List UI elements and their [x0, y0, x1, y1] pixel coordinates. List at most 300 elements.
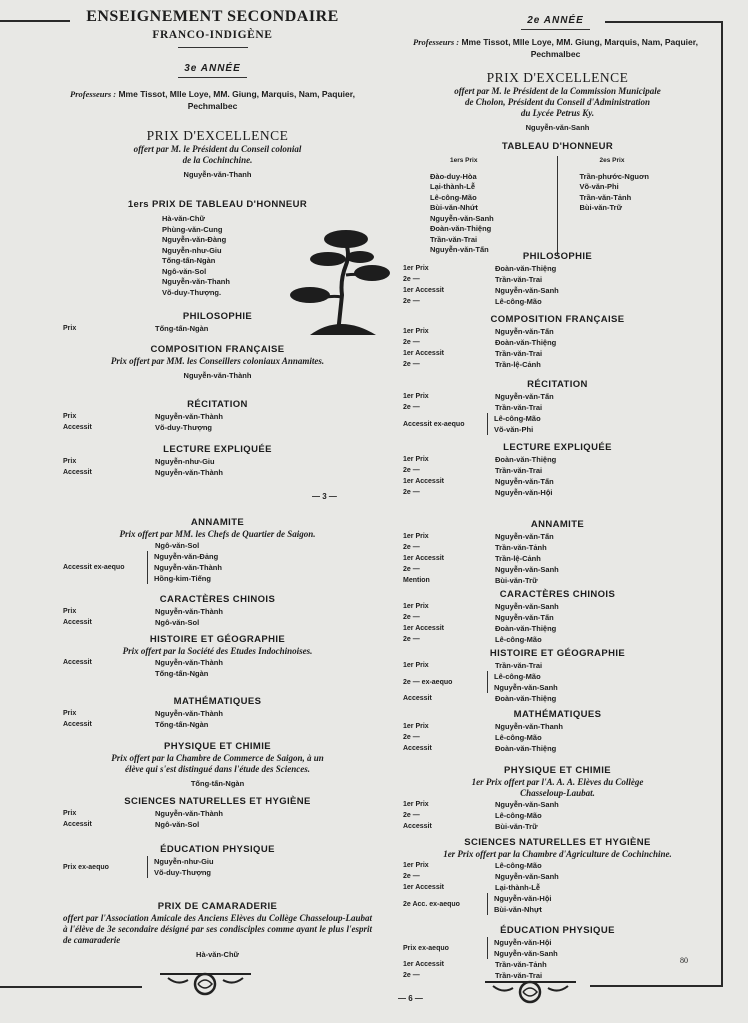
honor-column: [395, 156, 558, 256]
award-names: [495, 693, 556, 704]
student-name: Trần-văn-Trai: [430, 234, 478, 244]
award-row: [395, 671, 720, 693]
student-name: Bùi-văn-Trữ: [579, 203, 623, 212]
student-name: Ngô-văn-Sol: [155, 541, 200, 550]
winner-name: Nguyễn-văn-Sanh: [525, 123, 590, 132]
page-number: — 6 —: [398, 994, 423, 1003]
award-row: [395, 743, 720, 754]
offer-text: Chasseloup-Laubat.: [520, 788, 595, 798]
award-label: Accessit: [63, 721, 92, 728]
section-title: PHYSIQUE ET CHIMIE: [504, 765, 611, 776]
student-name: Trần-văn-Trai: [495, 466, 543, 475]
ornament: [483, 978, 578, 1006]
award-row: [395, 531, 720, 542]
section-title: ÉDUCATION PHYSIQUE: [160, 844, 275, 855]
section-title: CARACTÈRES CHINOIS: [499, 589, 616, 600]
winner-name: Nguyễn-văn-Thanh: [183, 170, 252, 179]
student-name: Trần-văn-Tảnh: [495, 543, 547, 552]
award-label: 1er Accessit: [403, 555, 444, 562]
winner-name: Nguyễn-văn-Thành: [183, 371, 252, 380]
offer-text: 1er Prix offert par la Chambre d'Agriculture de Cochinchine.: [443, 849, 672, 859]
award-row: [55, 551, 380, 584]
student-name: Võ-duy-Thượng: [155, 423, 213, 432]
section-title: PHILOSOPHIE: [522, 251, 593, 262]
section-title: COMPOSITION FRANÇAISE: [490, 314, 625, 325]
award-names: [155, 719, 208, 730]
award-label: Accessit: [403, 823, 432, 830]
section-title: HISTOIRE ET GÉOGRAPHIE: [489, 648, 626, 659]
award-names: [495, 326, 554, 337]
award-label: 2e Acc. ex-aequo: [403, 900, 460, 908]
offer-text: offert par M. le Président du Conseil colonial: [133, 144, 302, 154]
award-names: [495, 860, 542, 871]
award-label: 1er Accessit: [403, 350, 444, 357]
offer-text: Prix offert par la Chambre de Commerce de Saigon, à un: [111, 753, 324, 763]
award-row: [395, 660, 720, 671]
award-names: [155, 668, 208, 679]
award-row: [395, 612, 720, 623]
award-label: 1er Prix: [403, 662, 429, 669]
award-row: [395, 799, 720, 810]
award-row: [395, 871, 720, 882]
award-row: [395, 732, 720, 743]
award-label: 2e —: [403, 614, 420, 621]
award-section: [55, 128, 380, 181]
award-names: [495, 296, 542, 307]
winner-name: Hà-văn-Chữ: [196, 950, 239, 959]
offer-text: Prix offert par la Société des Etudes Indochinoises.: [122, 646, 313, 656]
student-name: Đoàn-văn-Thiệng: [495, 338, 557, 347]
award-label: 2e —: [403, 489, 420, 496]
page-number: — 3 —: [312, 492, 337, 501]
award-label: 2e —: [403, 972, 420, 979]
award-label: Accessit: [63, 821, 92, 828]
student-name: Hà-văn-Chữ: [162, 214, 205, 223]
student-name: Lê-công-Mão: [494, 672, 541, 681]
student-name: Lê-công-Mão: [495, 733, 542, 742]
student-name: Võ-duy-Thượng: [154, 868, 212, 877]
award-row: [55, 657, 380, 668]
award-row: [395, 465, 720, 476]
section-title: PRIX DE CAMARADERIE: [157, 901, 278, 912]
award-label: 2e —: [403, 467, 420, 474]
award-names: [495, 348, 542, 359]
award-names: [495, 531, 554, 542]
section-title: ÉDUCATION PHYSIQUE: [500, 925, 615, 936]
student-name: Nguyễn-văn-Tấn: [495, 532, 554, 541]
offer-text: élève qui s'est distingué dans l'étude des Sciences.: [125, 764, 310, 774]
award-names: [487, 937, 558, 959]
award-row: [395, 476, 720, 487]
award-label: 1er Accessit: [403, 884, 444, 891]
section-title: MATHÉMATIQUES: [173, 696, 262, 707]
award-names: [155, 708, 223, 719]
section-title: LECTURE EXPLIQUÉE: [163, 444, 272, 455]
award-names: [495, 660, 542, 671]
award-section: [395, 764, 720, 832]
award-label: 1er Prix: [403, 328, 429, 335]
award-label: Accessit: [63, 424, 92, 431]
student-name: Lê-công-Mão: [494, 414, 541, 423]
award-label: 1er Prix: [403, 862, 429, 869]
student-name: Lê-công-Mão: [495, 297, 542, 306]
award-row: [395, 937, 720, 959]
award-label: 1er Prix: [403, 265, 429, 272]
award-label: Accessit: [63, 469, 92, 476]
award-section: [395, 647, 720, 704]
award-row: [395, 821, 720, 832]
award-label: 2e —: [403, 298, 420, 305]
award-row: [395, 564, 720, 575]
award-section: [395, 140, 720, 256]
award-label: 1er Accessit: [403, 287, 444, 294]
award-label: Accessit ex-aequo: [403, 420, 465, 428]
student-name: Lê-công-Mão: [495, 811, 542, 820]
section-title: 1ers PRIX DE TABLEAU D'HONNEUR: [127, 199, 308, 210]
award-label: 1er Accessit: [403, 625, 444, 632]
student-name: Nguyễn-văn-Sanh: [495, 872, 559, 881]
professors-label: Professeurs :: [70, 89, 117, 99]
award-row: [55, 617, 380, 628]
award-names: [495, 959, 547, 970]
award-row: [395, 326, 720, 337]
award-names: [495, 732, 542, 743]
award-section: [55, 740, 380, 790]
award-label: Accessit: [403, 695, 432, 702]
student-name: Lê-công-Mão: [495, 635, 542, 644]
award-label: Accessit: [63, 619, 92, 626]
award-names: [487, 671, 558, 693]
student-name: Đoàn-văn-Thiệng: [430, 224, 492, 233]
award-row: [55, 808, 380, 819]
bottom-left-rule: [0, 986, 142, 988]
award-names: [495, 882, 540, 893]
section-title: HISTOIRE ET GÉOGRAPHIE: [149, 634, 286, 645]
student-name: Trần-văn-Tảnh: [495, 960, 547, 969]
award-label: 1er Prix: [403, 456, 429, 463]
award-label: Prix: [63, 325, 77, 332]
award-names: [495, 285, 559, 296]
student-name: Nguyễn-văn-Thành: [155, 709, 223, 718]
award-names: [487, 893, 552, 915]
offer-text: offert par M. le Président de la Commission Municipale: [454, 86, 661, 96]
award-label: Prix ex-aequo: [63, 863, 109, 871]
award-section: [395, 588, 720, 645]
award-row: [395, 391, 720, 402]
award-row: [395, 959, 720, 970]
award-row: [395, 860, 720, 871]
award-row: [395, 882, 720, 893]
award-section: [395, 441, 720, 498]
award-names: [155, 456, 215, 467]
student-name: Trần-văn-Trai: [495, 275, 543, 284]
award-row: [395, 413, 720, 435]
award-label: 2e —: [403, 404, 420, 411]
award-label: 2e — ex-aequo: [403, 678, 453, 686]
award-section: [55, 795, 380, 830]
award-names: [155, 467, 223, 478]
award-label: Prix: [63, 608, 77, 615]
award-row: [395, 575, 720, 586]
section-title: RÉCITATION: [527, 379, 588, 390]
award-names: [147, 551, 222, 584]
student-name: Nguyễn-văn-Thanh: [162, 277, 230, 286]
award-label: 2e —: [403, 544, 420, 551]
student-name: Đào-duy-Hòa: [430, 171, 477, 181]
honor-table: [395, 156, 720, 256]
student-name: Ngô-văn-Sol: [155, 820, 200, 829]
award-label: 2e —: [403, 873, 420, 880]
student-name: Nguyễn-văn-Thành: [155, 607, 223, 616]
award-names: [495, 274, 542, 285]
award-section: [395, 70, 720, 134]
award-names: [495, 476, 554, 487]
award-label: 1er Prix: [403, 801, 429, 808]
student-name: Nguyễn-văn-Tấn: [430, 245, 489, 254]
right-frame-rule: [721, 21, 723, 987]
student-name: Nguyễn-văn-Tấn: [495, 392, 554, 401]
award-names: [495, 542, 547, 553]
award-names: [155, 617, 199, 628]
award-label: 1er Accessit: [403, 961, 444, 968]
student-name: Tống-tấn-Ngàn: [155, 669, 209, 678]
student-name: Bùi-văn-Nhựt: [494, 905, 542, 914]
student-name: Trần-lệ-Cảnh: [495, 360, 541, 369]
professors: [393, 36, 718, 60]
student-name: Nguyễn-văn-Thành: [154, 563, 222, 572]
student-name: Nguyễn-văn-Sanh: [494, 683, 558, 692]
award-row: [395, 337, 720, 348]
student-name: Tống-tấn-Ngàn: [155, 720, 209, 729]
award-label: Prix ex-aequo: [403, 944, 449, 952]
award-label: Prix: [63, 413, 77, 420]
student-name: Trần-văn-Trai: [495, 661, 543, 670]
student-name: Lê-công-Mão: [430, 192, 477, 202]
award-names: [155, 819, 199, 830]
student-name: Đoàn-văn-Thiệng: [495, 264, 557, 273]
student-name: Trần-lệ-Cảnh: [495, 554, 541, 563]
award-row: [55, 856, 380, 878]
folio-number: 80: [680, 956, 688, 965]
award-row: [55, 708, 380, 719]
section-title: LECTURE EXPLIQUÉE: [503, 442, 612, 453]
award-names: [155, 657, 223, 668]
student-name: Nguyễn-văn-Đảng: [154, 552, 219, 561]
section-title: SCIENCES NATURELLES ET HYGIÈNE: [124, 796, 311, 807]
professors-text: Mme Tissot, Mlle Loye, MM. Giung, Marquis, Nam, Paquier, Pechmalbec: [461, 37, 698, 59]
student-name: Nguyễn-văn-Tấn: [495, 327, 554, 336]
award-row: [55, 411, 380, 422]
year-heading: 3e ANNÉE: [178, 63, 247, 78]
offer-text: 1er Prix offert par l'A. A. A. Elèves du Collège: [471, 777, 644, 787]
award-row: [395, 359, 720, 370]
award-label: Accessit: [403, 745, 432, 752]
award-label: 2e —: [403, 734, 420, 741]
offer-text: Prix offert par MM. les Chefs de Quartier de Saigon.: [119, 529, 316, 539]
student-name: Võ-văn-Phi: [579, 182, 619, 191]
award-row: [395, 601, 720, 612]
award-names: [495, 465, 542, 476]
section-title: COMPOSITION FRANÇAISE: [150, 344, 285, 355]
award-row: [395, 487, 720, 498]
award-label: Prix: [63, 710, 77, 717]
professors-label: Professeurs :: [413, 37, 460, 47]
award-row: [55, 467, 380, 478]
award-label: 2e —: [403, 276, 420, 283]
right-header: [393, 10, 718, 60]
award-section: [55, 843, 380, 878]
student-name: Trần-văn-Trai: [495, 971, 543, 980]
page-subtitle: FRANCO-INDIGÈNE: [152, 29, 273, 41]
award-section: [395, 250, 720, 307]
section-title: SCIENCES NATURELLES ET HYGIÈNE: [464, 837, 651, 848]
student-name: Nguyễn-văn-Tấn: [495, 477, 554, 486]
bottom-right-rule: [590, 985, 723, 987]
award-names: [147, 856, 214, 878]
offer-text: de Cholon, Président du Conseil d'Administration: [464, 97, 651, 107]
student-name: Nguyễn-văn-Thành: [155, 412, 223, 421]
award-row: [395, 296, 720, 307]
award-row: [395, 693, 720, 704]
award-row: [395, 274, 720, 285]
award-section: [55, 633, 380, 679]
student-name: Bùi-văn-Nhứt: [430, 203, 478, 212]
award-section: [395, 708, 720, 754]
award-names: [155, 808, 223, 819]
section-title: TABLEAU D'HONNEUR: [501, 141, 614, 152]
award-names: [487, 413, 541, 435]
award-section: [55, 343, 380, 382]
award-section: [55, 593, 380, 628]
award-names: [495, 359, 541, 370]
page-title: ENSEIGNEMENT SECONDAIRE: [86, 8, 339, 25]
section-title: ANNAMITE: [530, 519, 585, 530]
student-name: Lại-thành-Lễ: [495, 883, 540, 892]
student-name: Nguyễn-văn-Sanh: [430, 213, 494, 223]
award-names: [155, 422, 212, 433]
award-names: [495, 871, 559, 882]
year-heading: 2e ANNÉE: [521, 15, 590, 30]
award-row: [395, 553, 720, 564]
award-label: 2e —: [403, 636, 420, 643]
award-label: Prix: [63, 458, 77, 465]
award-names: [155, 411, 223, 422]
student-name: Lại-thành-Lễ: [430, 182, 475, 191]
offer-text: de la Cochinchine.: [182, 155, 253, 165]
student-name: Tống-tấn-Ngàn: [155, 324, 209, 333]
student-name: Nguyễn-văn-Sanh: [495, 602, 559, 611]
professors: [50, 88, 375, 112]
student-name: Võ-văn-Phi: [494, 425, 534, 434]
student-name: Ngô-văn-Sol: [155, 618, 200, 627]
student-name: Trần-phước-Nguơn: [579, 171, 649, 181]
student-name: Đoàn-văn-Thiệng: [495, 624, 557, 633]
student-name: Bùi-văn-Trữ: [495, 822, 538, 831]
student-name: Ngô-văn-Sol: [162, 266, 207, 276]
student-name: Lê-công-Mão: [495, 861, 542, 870]
award-names: [495, 553, 541, 564]
student-name: Nguyễn-như-Giu: [162, 245, 222, 255]
award-label: 1er Prix: [403, 603, 429, 610]
student-name: Nguyễn-văn-Hội: [494, 938, 552, 947]
award-section: [395, 518, 720, 586]
award-row: [395, 721, 720, 732]
award-section: [55, 900, 380, 961]
student-name: Nguyễn-văn-Sanh: [495, 286, 559, 295]
award-names: [155, 323, 208, 334]
award-names: [495, 564, 559, 575]
award-names: [495, 634, 542, 645]
award-names: [495, 454, 556, 465]
student-name: Nguyễn-văn-Đàng: [162, 235, 227, 244]
award-row: [395, 542, 720, 553]
student-name: Tống-tấn-Ngàn: [162, 256, 216, 265]
bonsai-tree-illustration: [288, 225, 393, 337]
award-row: [395, 263, 720, 274]
award-names: [495, 810, 542, 821]
offer-text: du Lycée Petrus Ky.: [520, 108, 595, 118]
section-title: RÉCITATION: [187, 399, 248, 410]
award-row: [55, 668, 380, 679]
student-name: Phùng-văn-Cung: [162, 224, 223, 234]
award-names: [495, 623, 556, 634]
offer-text: Prix offert par MM. les Conseillers coloniaux Annamites.: [110, 356, 325, 366]
section-title: PRIX D'EXCELLENCE: [486, 70, 629, 85]
section-title: ANNAMITE: [190, 517, 245, 528]
award-label: 2e —: [403, 566, 420, 573]
award-section: [55, 516, 380, 584]
award-section: [55, 695, 380, 730]
student-name: Nguyễn-văn-Hội: [494, 894, 552, 903]
award-names: [495, 402, 542, 413]
award-names: [495, 487, 553, 498]
award-label: Accessit ex-aequo: [63, 564, 125, 571]
student-name: Trần-văn-Trai: [495, 349, 543, 358]
student-name: Đoàn-văn-Thiệng: [495, 744, 557, 753]
award-row: [395, 623, 720, 634]
student-name: Nguyễn-như-Giu: [155, 457, 215, 466]
award-label: 2e —: [403, 812, 420, 819]
award-row: [395, 454, 720, 465]
award-row: [395, 810, 720, 821]
award-label: 2e —: [403, 361, 420, 368]
award-row: [55, 819, 380, 830]
award-names: [495, 263, 556, 274]
award-label: Mention: [403, 577, 430, 584]
award-label: 1er Accessit: [403, 478, 444, 485]
award-label: Accessit: [63, 659, 92, 666]
student-name: Nguyễn-văn-Sanh: [494, 949, 558, 958]
student-name: Trần-văn-Trai: [495, 403, 543, 412]
section-title: PHYSIQUE ET CHIMIE: [164, 741, 271, 752]
student-name: Đoàn-văn-Thiệng: [495, 455, 557, 464]
award-names: [495, 743, 556, 754]
student-name: Nguyễn-như-Giu: [154, 857, 214, 866]
student-name: Nguyễn-văn-Sanh: [495, 565, 559, 574]
award-row: [55, 540, 380, 551]
section-title: MATHÉMATIQUES: [513, 709, 602, 720]
award-names: [495, 575, 538, 586]
award-names: [495, 337, 556, 348]
award-row: [395, 402, 720, 413]
student-name: Hồng-kim-Tiếng: [154, 574, 211, 583]
student-name: Nguyễn-văn-Thành: [155, 809, 223, 818]
award-names: [495, 391, 554, 402]
award-row: [55, 422, 380, 433]
student-name: Nguyễn-văn-Thành: [155, 658, 223, 667]
student-name: Bùi-văn-Trữ: [495, 576, 538, 585]
award-names: [155, 540, 199, 551]
